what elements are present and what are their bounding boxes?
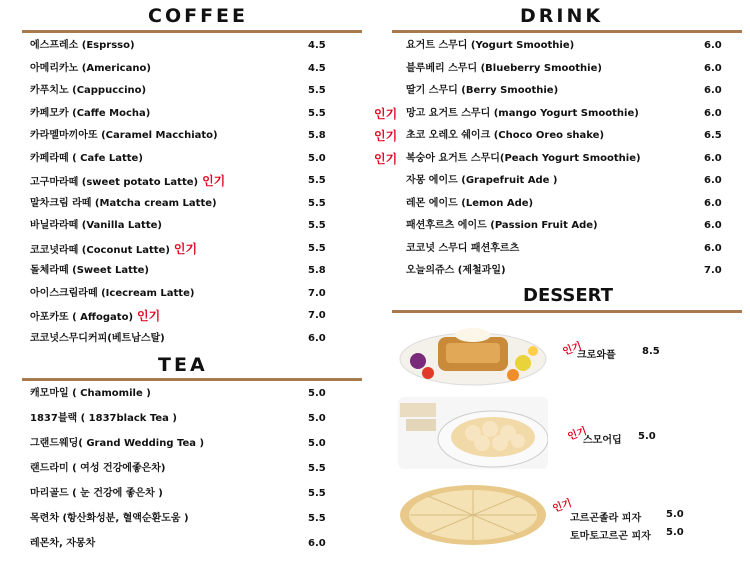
item-price: 5.5 [308, 242, 326, 254]
smore-hot-badge: 인기 [566, 425, 589, 443]
coffee-item [30, 193, 330, 215]
item-name: 딸기 스무디 (Berry Smoothie) [406, 85, 559, 96]
drink-menu [374, 35, 726, 285]
item-price: 6.0 [704, 40, 722, 51]
drink-item [406, 215, 726, 237]
item-price: 6.0 [704, 85, 722, 96]
tea-item [30, 383, 330, 405]
item-name: 복숭아 요거트 스무디(Peach Yogurt Smoothie) [406, 152, 641, 164]
coffee-item [30, 305, 330, 327]
item-price: 5.5 [308, 220, 326, 231]
drink-item [406, 80, 726, 102]
dessert-divider [392, 310, 742, 313]
item-name: 카라멜마끼아또 (Caramel Macchiato) [30, 130, 218, 141]
item-price: 4.5 [308, 62, 326, 74]
item-name: 카페모카 (Caffe Mocha) [30, 107, 151, 119]
item-price: 6.0 [704, 152, 722, 164]
item-name: 코코넛 스무디 패션후르츠 [406, 242, 520, 254]
pizza-image [398, 482, 548, 548]
tomato-gorgonzola-price: 5.0 [666, 527, 684, 538]
item-price: 7.0 [308, 310, 326, 321]
item-price: 4.5 [308, 40, 326, 51]
coffee-item [30, 103, 330, 125]
dessert-title: DESSERT [523, 285, 613, 306]
item-name: 레몬 에이드 (Lemon Ade) [406, 197, 534, 209]
tea-item [30, 508, 330, 530]
item-price: 7.0 [308, 287, 326, 299]
drink-item [406, 238, 726, 260]
tea-menu [30, 383, 330, 553]
smore-dip-image [398, 397, 548, 469]
tea-item [30, 533, 330, 555]
smore-name: 스모어딥 [583, 435, 622, 446]
tea-item [30, 458, 330, 480]
hot-badge: 인기 [374, 129, 398, 143]
item-price: 6.0 [704, 197, 722, 209]
item-name: 아이스크림라떼 (Icecream Latte) [30, 287, 195, 299]
item-price: 5.5 [308, 107, 326, 119]
coffee-item [30, 328, 330, 350]
item-name: 마리골드 ( 눈 건강에 좋은차 ) [30, 488, 163, 499]
item-name: 오늘의쥬스 (제철과일) [406, 265, 506, 276]
item-name: 1837블랙 ( 1837black Tea ) [30, 413, 177, 424]
item-name: 말차크림 라떼 (Matcha cream Latte) [30, 197, 217, 209]
coffee-item [30, 170, 330, 192]
item-price: 5.0 [308, 152, 326, 164]
hot-badge: 인기 [202, 174, 226, 188]
tea-item [30, 433, 330, 455]
item-price: 5.5 [308, 197, 326, 209]
item-price: 7.0 [704, 265, 722, 276]
tea-item [30, 408, 330, 430]
item-name: 에스프레소 (Esprsso) [30, 40, 135, 51]
coffee-item [30, 148, 330, 170]
item-price: 6.0 [704, 62, 722, 74]
item-name: 망고 요거트 스무디 (mango Yogurt Smoothie) [406, 107, 639, 119]
item-price: 5.5 [308, 513, 326, 524]
item-price: 6.0 [704, 107, 722, 119]
item-name: 카페라떼 ( Cafe Latte) [30, 152, 143, 164]
tomato-gorgonzola-name: 토마토고르곤 피자 [570, 531, 651, 542]
item-name: 요거트 스무디 (Yogurt Smoothie) [406, 40, 575, 51]
item-price: 5.5 [308, 488, 326, 499]
drink-item [374, 125, 726, 147]
item-name: 코코넛스무디커피(베트남스탈) [30, 332, 165, 344]
drink-item [406, 193, 726, 215]
coffee-item [30, 80, 330, 102]
item-price: 6.0 [704, 220, 722, 231]
item-name: 바닐라라떼 (Vanilla Latte) [30, 220, 162, 231]
coffee-item [30, 238, 330, 260]
item-name: 그랜드웨딩( Grand Wedding Tea ) [30, 438, 205, 449]
pizza-hot-badge: 인기 [551, 497, 574, 515]
hot-badge: 인기 [374, 106, 398, 121]
smore-price: 5.0 [638, 431, 656, 442]
tea-divider [22, 378, 362, 381]
drink-title: DRINK [520, 5, 604, 27]
drink-item [374, 148, 726, 170]
item-name: 블루베리 스무디 (Blueberry Smoothie) [406, 62, 602, 74]
item-name: 아메리카노 (Americano) [30, 62, 151, 74]
coffee-item [30, 260, 330, 282]
item-price: 6.0 [308, 538, 326, 549]
hot-badge: 인기 [173, 241, 198, 256]
item-name: 레몬차, 자몽차 [30, 538, 96, 549]
drink-item [406, 260, 726, 282]
item-price: 6.0 [308, 332, 326, 344]
item-price: 6.5 [704, 130, 722, 141]
gorgonzola-price: 5.0 [666, 509, 684, 520]
item-name: 캐모마일 ( Chamomile ) [30, 388, 151, 399]
item-name: 초코 오레오 쉐이크 (Choco Oreo shake) [406, 130, 605, 141]
item-name: 목련차 (항산화성분, 혈액순환도움 ) [30, 513, 189, 524]
item-price: 5.0 [308, 438, 326, 449]
hot-badge: 인기 [374, 151, 398, 166]
drink-item [374, 103, 726, 125]
item-name: 아포카또 ( Affogato) 인기 [30, 309, 161, 323]
item-price: 6.0 [704, 175, 722, 186]
item-name: 패션후르츠 에이드 (Passion Fruit Ade) [406, 220, 598, 231]
croffle-name: 크로와플 [577, 350, 616, 361]
item-name: 랜드라미 ( 여성 건강에좋은차) [30, 463, 166, 474]
coffee-item [30, 35, 330, 57]
drink-item [406, 58, 726, 80]
item-price: 5.5 [308, 463, 326, 474]
item-price: 5.5 [308, 175, 326, 186]
item-price: 5.0 [308, 388, 326, 399]
item-name: 카푸치노 (Cappuccino) [30, 85, 147, 96]
item-price: 5.5 [308, 85, 326, 96]
gorgonzola-name: 고르곤졸라 피자 [570, 513, 642, 524]
item-price: 5.8 [308, 265, 326, 276]
coffee-item [30, 58, 330, 80]
item-name: 코코넛라떼 (Coconut Latte) 인기 [30, 241, 198, 256]
item-price: 6.0 [704, 242, 722, 254]
item-price: 5.0 [308, 413, 326, 424]
hot-badge: 인기 [137, 309, 161, 323]
drink-item [406, 170, 726, 192]
coffee-title: COFFEE [148, 5, 249, 27]
item-price: 5.8 [308, 130, 326, 141]
coffee-item [30, 283, 330, 305]
coffee-divider [22, 30, 362, 33]
coffee-item [30, 125, 330, 147]
item-name: 자몽 에이드 (Grapefruit Ade ) [406, 175, 558, 186]
drink-divider [392, 30, 742, 33]
item-name: 고구마라떼 (sweet potato Latte) 인기 [30, 174, 226, 188]
coffee-item [30, 215, 330, 237]
drink-item [406, 35, 726, 57]
croffle-hot-badge: 인기 [561, 340, 584, 358]
item-name: 돌체라떼 (Sweet Latte) [30, 265, 149, 276]
croffle-image [398, 323, 548, 387]
coffee-menu [30, 35, 330, 350]
tea-item [30, 483, 330, 505]
croffle-price: 8.5 [642, 346, 660, 357]
tea-title: TEA [158, 354, 208, 376]
